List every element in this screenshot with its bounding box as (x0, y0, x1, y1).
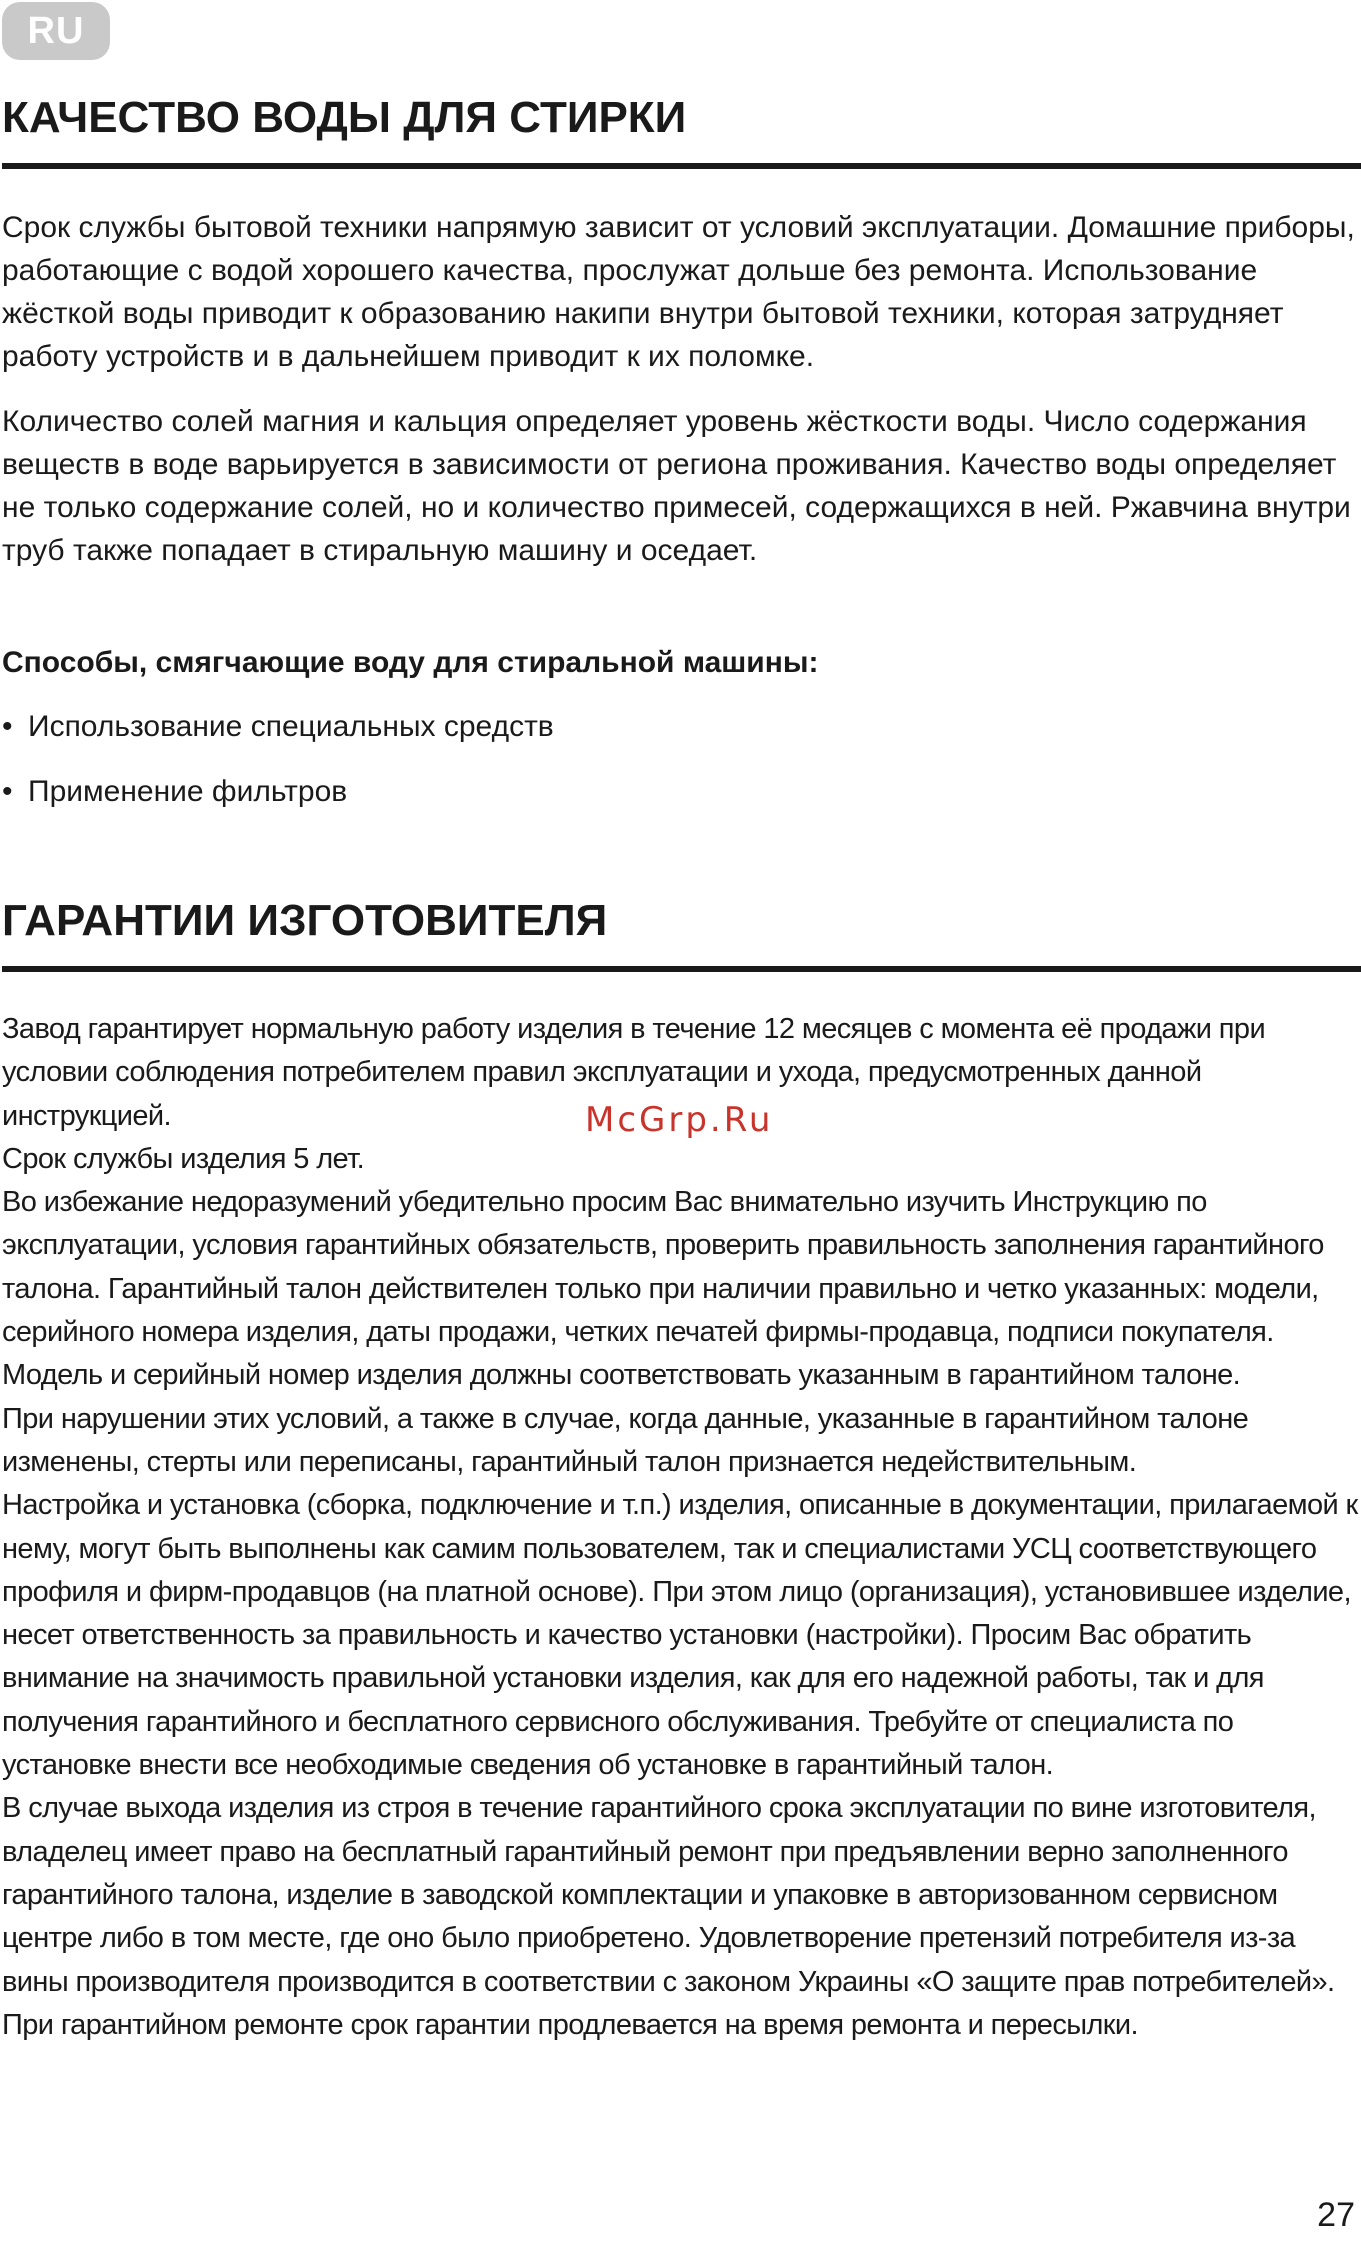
watermark: McGrp.Ru (585, 1100, 774, 1140)
list-item-text: Использование специальных средств (28, 710, 554, 743)
warranty-body (2, 1008, 1358, 2047)
bullet-icon: • (2, 775, 13, 808)
warranty-paragraph-2: Срок службы изделия 5 лет. (2, 1142, 365, 1175)
list-item-text: Применение фильтров (28, 775, 348, 808)
section-divider (2, 163, 1361, 169)
warranty-paragraph-6: В случае выхода изделия из строя в течение гарантийного срока эксплуатации по вине изготовителя, владелец имеет право на бесплатный гарантийный ремонт при предъявлении верно заполненного гарантийного талона, изделие в заводской комплектации и упаковке в авторизованном сервисном центре либо в том месте, где оно было приобретено. Удовлетворение претензий потребителя из-за вины производителя производится в соответствии с законом Украины «О защите прав потребителей». При гарантийном ремонте срок гарантии продлевается на время ремонта и пересылки. (2, 1792, 1335, 2041)
bullet-icon: • (2, 710, 13, 743)
warranty-paragraph-3: Во избежание недоразумений убедительно просим Вас внимательно изучить Инструкцию по эксплуатации, условия гарантийных обязательств, проверить правильность заполнения гарантийного талона. Гарантийный талон действителен только при наличии правильно и четко указанных: модели, серийного номера изделия, даты продажи, четких печатей фирмы-продавца, подписи покупателя. Модель и серийный номер изделия должны соответствовать указанным в гарантийном талоне. (2, 1186, 1324, 1392)
warranty-paragraph-1: Завод гарантирует нормальную работу изделия в течение 12 месяцев с момента её продажи при условии соблюдения потребителем правил эксплуатации и ухода, предусмотренных данной инструкцией. (2, 1013, 1266, 1132)
list-item (2, 705, 554, 748)
warranty-paragraph-5: Настройка и установка (сборка, подключение и т.п.) изделия, описанные в документации, прилагаемой к нему, могут быть выполнены как самим пользователем, так и специалистами УСЦ соответствующего профиля и фирм-продавцов (на платной основе). При этом лицо (организация), установившее изделие, несет ответственность за правильность и качество установки (настройки). Просим Вас обратить внимание на значимость правильной установки изделия, как для его надежной работы, так и для получения гарантийного и бесплатного сервисного обслуживания. Требуйте от специалиста по установке внести все необходимые сведения об установке в гарантийный талон. (2, 1489, 1358, 1782)
language-badge: RU (2, 2, 110, 60)
warranty-title: ГАРАНТИИ ИЗГОТОВИТЕЛЯ (2, 896, 608, 945)
water-paragraph-2: Количество солей магния и кальция определяет уровень жёсткости воды. Число содержания веществ в воде варьируется в зависимости от региона проживания. Качество воды определяет не только содержание солей, но и количество примесей, содержащихся в ней. Ржавчина внутри труб также попадает в стиральную машину и оседает. (2, 405, 1351, 567)
list-item (2, 770, 347, 813)
softening-methods-heading: Способы, смягчающие воду для стиральной машины: (2, 646, 819, 679)
section-divider (2, 966, 1361, 972)
water-quality-title: КАЧЕСТВО ВОДЫ ДЛЯ СТИРКИ (2, 93, 687, 142)
warranty-paragraph-4: При нарушении этих условий, а также в случае, когда данные, указанные в гарантийном талоне изменены, стерты или переписаны, гарантийный талон признается недействительным. (2, 1402, 1249, 1478)
water-paragraph-1: Срок службы бытовой техники напрямую зависит от условий эксплуатации. Домашние приборы, работающие с водой хорошего качества, прослужат дольше без ремонта. Использование жёсткой воды приводит к образованию накипи внутри бытовой техники, которая затрудняет работу устройств и в дальнейшем приводит к их поломке. (2, 211, 1355, 373)
page-number: 27 (1317, 2196, 1355, 2234)
